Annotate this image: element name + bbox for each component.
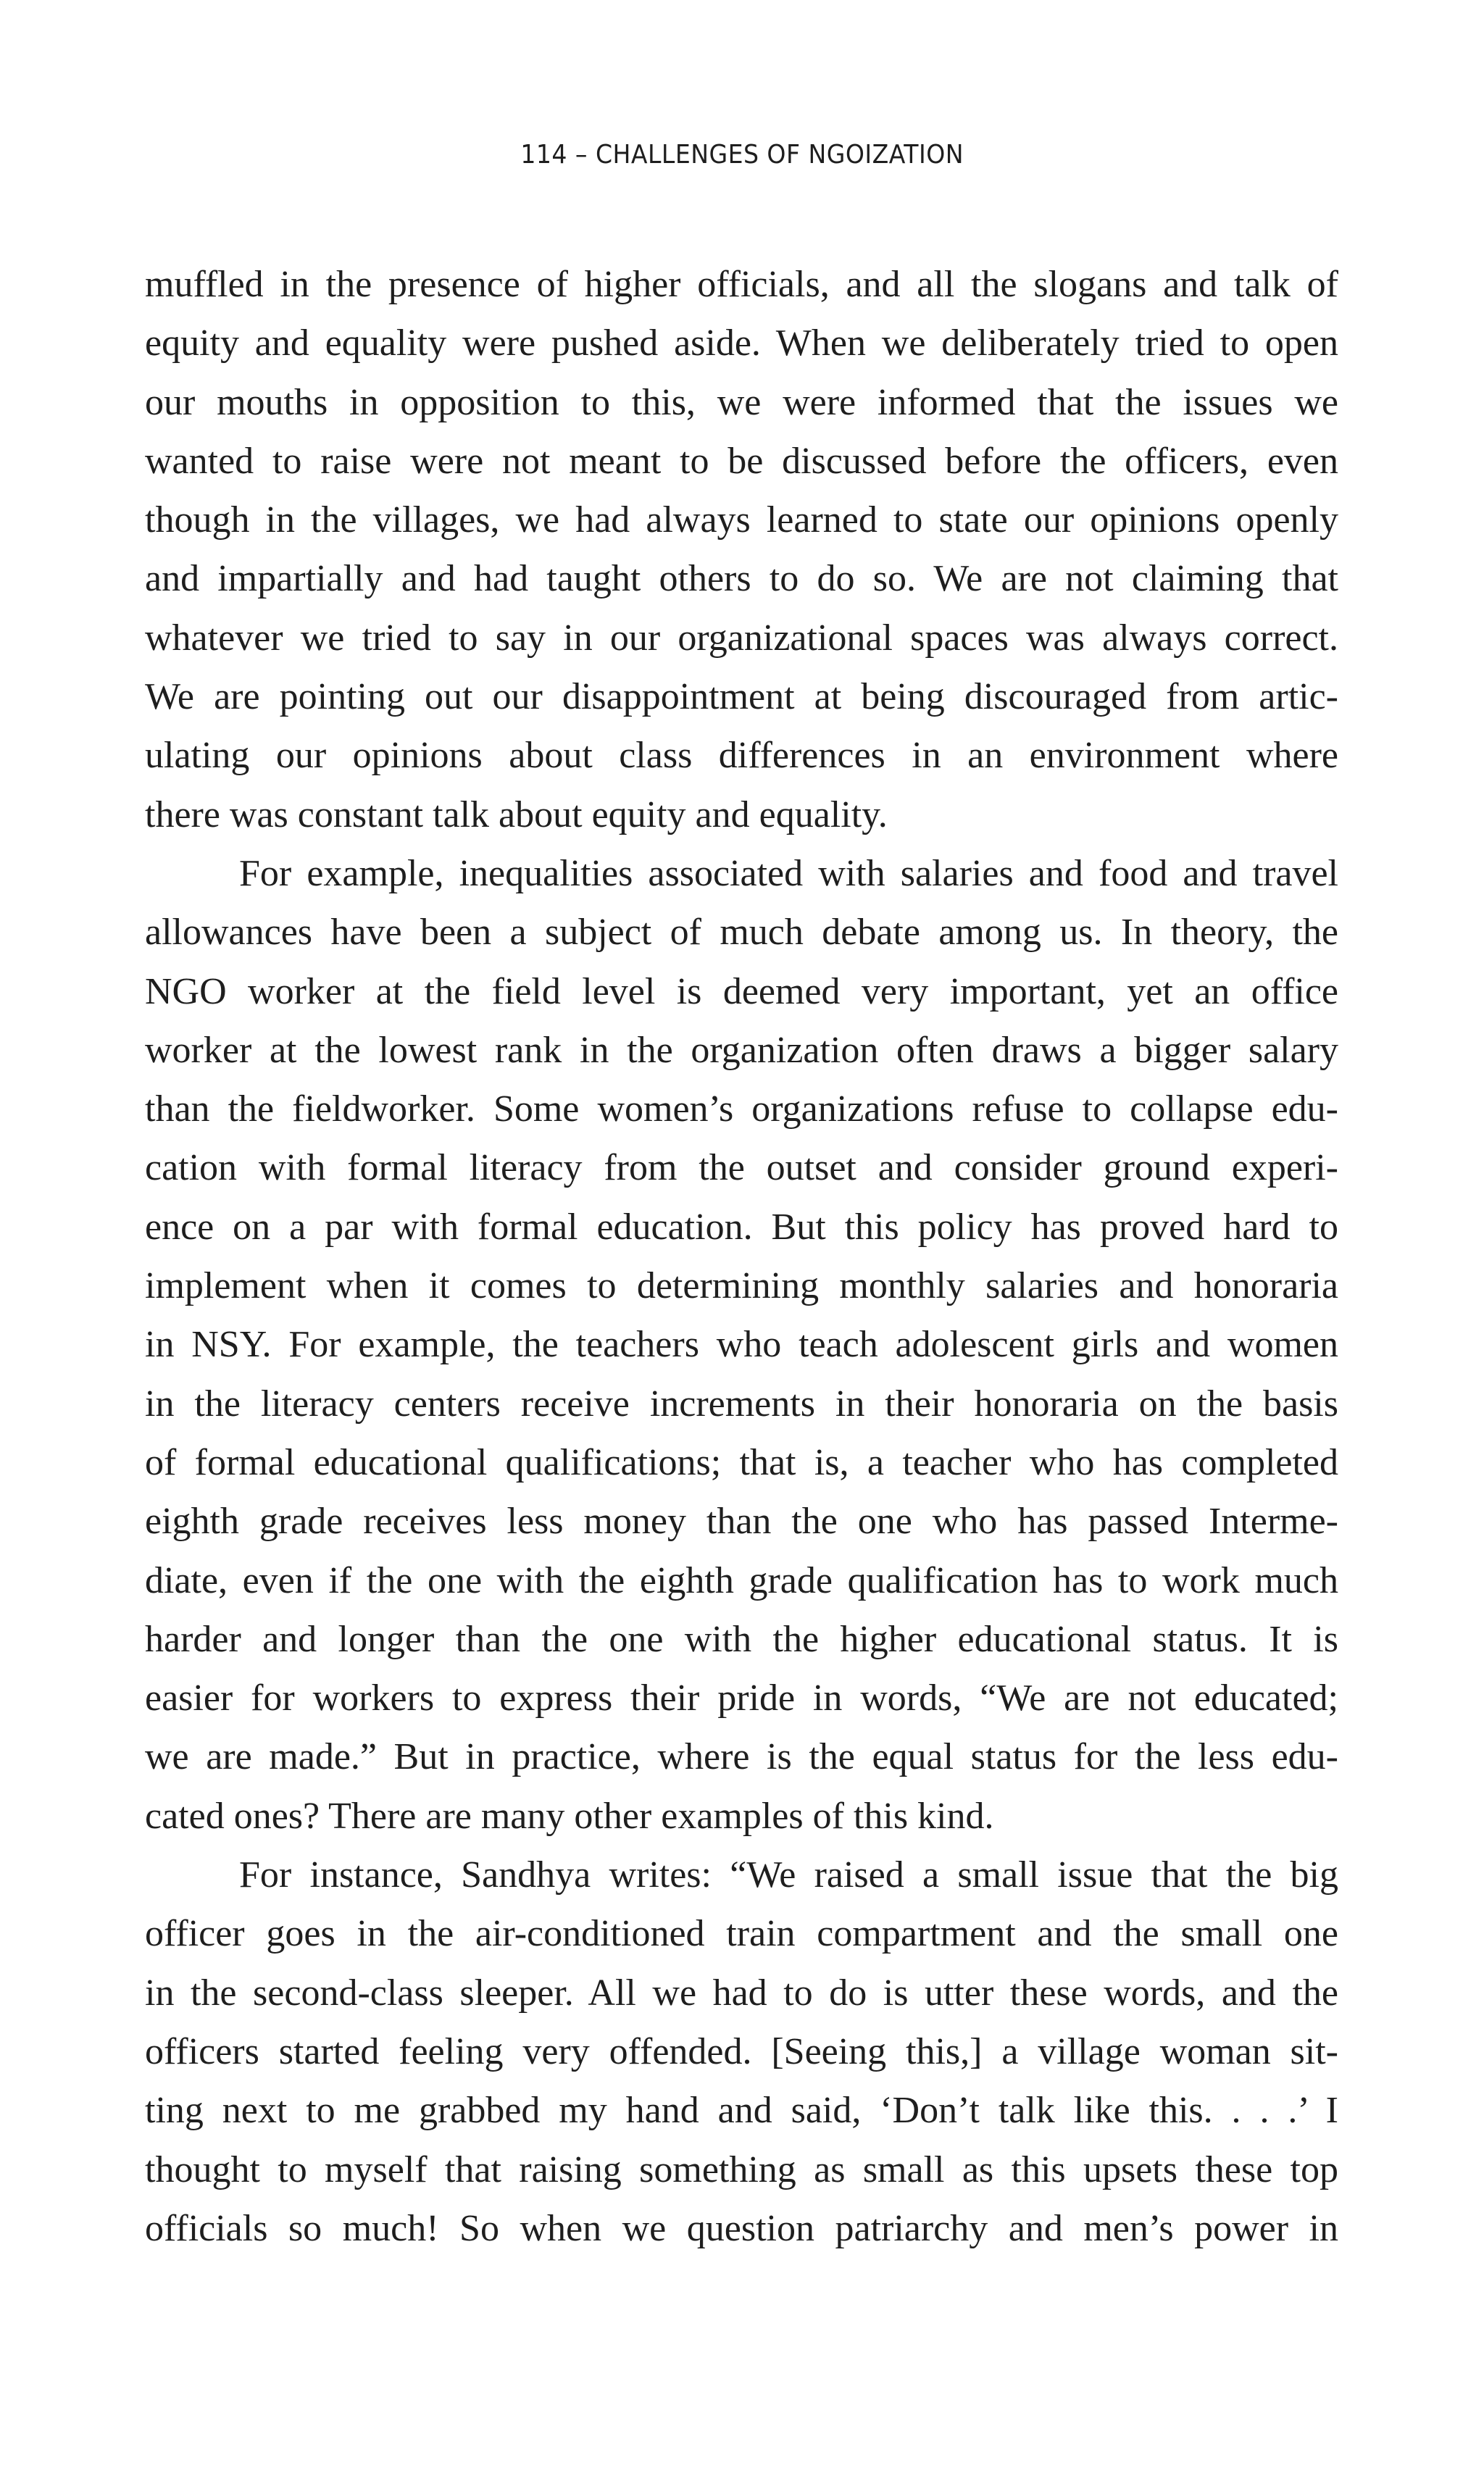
text-line: diate, even if the one with the eighth grade qualification has to work much	[145, 1559, 1338, 1601]
text-line: For instance, Sandhya writes: “We raised a small issue that the big	[239, 1854, 1338, 1896]
text-line: thought to myself that raising something as small as this upsets these top	[145, 2148, 1338, 2190]
text-line: ulating our opinions about class differences in an environment where	[145, 735, 1338, 777]
text-line: officials so much! So when we question patriarchy and men’s power in	[145, 2207, 1338, 2249]
text-line: wanted to raise were not meant to be discussed before the officers, even	[145, 440, 1338, 482]
text-line: officer goes in the air-conditioned train compartment and the small one	[145, 1913, 1338, 1955]
text-line: easier for workers to express their pride in words, “We are not educated;	[145, 1677, 1338, 1719]
text-line: worker at the lowest rank in the organization often draws a bigger salary	[145, 1029, 1338, 1071]
text-line: ence on a par with formal education. But this policy has proved hard to	[145, 1206, 1338, 1248]
text-line: we are made.” But in practice, where is the equal status for the less edu-	[145, 1736, 1338, 1778]
text-line: in the second-class sleeper. All we had to do is utter these words, and the	[145, 1972, 1338, 2014]
text-line: than the fieldworker. Some women’s organizations refuse to collapse edu-	[145, 1088, 1338, 1130]
paragraph-3	[145, 1846, 1338, 2258]
text-line: For example, inequalities associated with salaries and food and travel	[239, 852, 1338, 894]
text-line: our mouths in opposition to this, we were informed that the issues we	[145, 381, 1338, 423]
text-line: ting next to me grabbed my hand and said, ‘Don’t talk like this. . . .’ I	[145, 2090, 1338, 2132]
body-text	[145, 255, 1338, 2258]
text-line: cation with formal literacy from the outset and consider ground experi-	[145, 1147, 1338, 1189]
text-line: implement when it comes to determining monthly salaries and honoraria	[145, 1265, 1338, 1307]
text-line: officers started feeling very offended. [Seeing this,] a village woman sit-	[145, 2030, 1338, 2072]
text-line: muffled in the presence of higher officials, and all the slogans and talk of	[145, 264, 1338, 305]
text-line: in the literacy centers receive increments in their honoraria on the basis	[145, 1383, 1338, 1425]
paragraph-1	[145, 255, 1338, 844]
text-line: there was constant talk about equity and equality.	[145, 793, 888, 835]
text-line: in NSY. For example, the teachers who teach adolescent girls and women	[145, 1324, 1338, 1366]
text-line: allowances have been a subject of much debate among us. In theory, the	[145, 912, 1338, 954]
text-line: of formal educational qualifications; that is, a teacher who has completed	[145, 1441, 1338, 1483]
text-line: eighth grade receives less money than the one who has passed Interme-	[145, 1501, 1338, 1543]
text-line: We are pointing out our disappointment at being discouraged from artic-	[145, 676, 1338, 718]
text-line: though in the villages, we had always learned to state our opinions openly	[145, 499, 1338, 541]
text-line: whatever we tried to say in our organizational spaces was always correct.	[145, 617, 1338, 659]
text-line: equity and equality were pushed aside. When we deliberately tried to open	[145, 322, 1338, 364]
text-line: harder and longer than the one with the higher educational status. It is	[145, 1618, 1338, 1660]
paragraph-2	[145, 844, 1338, 1846]
running-head: 114 – CHALLENGES OF NGOIZATION	[520, 140, 964, 170]
text-line: cated ones? There are many other examples of this kind.	[145, 1795, 994, 1837]
text-line: and impartially and had taught others to do so. We are not claiming that	[145, 558, 1338, 600]
text-line: NGO worker at the field level is deemed very important, yet an office	[145, 970, 1338, 1012]
